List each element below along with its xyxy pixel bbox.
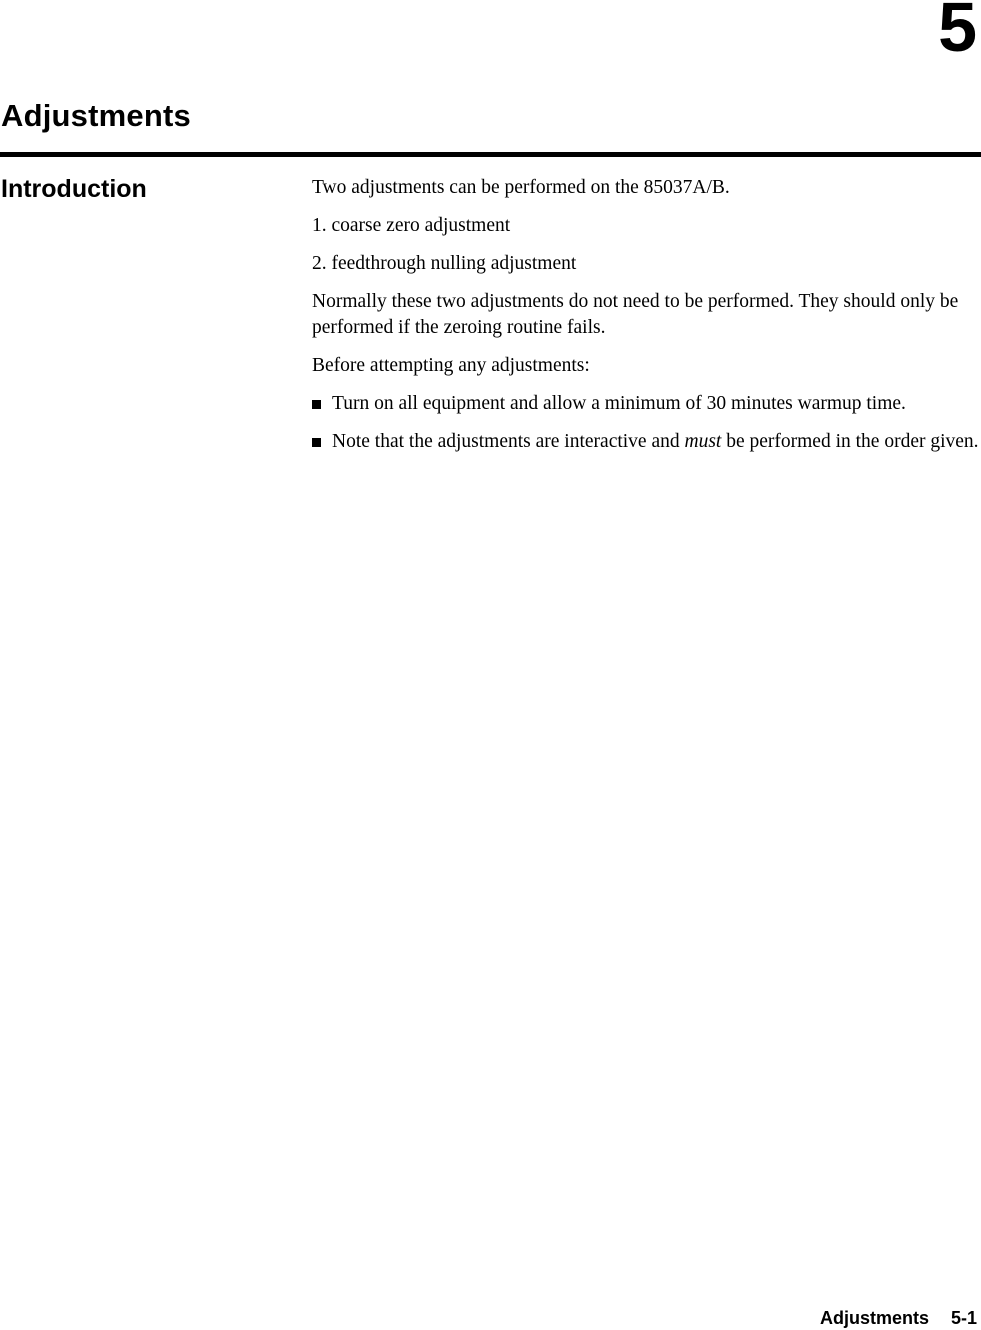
square-bullet-icon xyxy=(312,400,321,409)
intro-paragraph: Two adjustments can be performed on the 85037A/B. xyxy=(312,177,730,198)
section-body xyxy=(312,175,980,467)
page-footer xyxy=(820,1309,977,1329)
before-paragraph: Before attempting any adjustments: xyxy=(312,355,590,376)
bullet-item-order xyxy=(312,429,980,455)
title-rule xyxy=(0,152,981,157)
section-heading: Introduction xyxy=(1,175,147,203)
numbered-item-1: 1. coarse zero adjustment xyxy=(312,215,511,236)
note-paragraph: Normally these two adjustments do not need to be performed. They should only be performed if the zeroing routine fails. xyxy=(312,291,959,338)
numbered-item-2: 2. feedthrough nulling adjustment xyxy=(312,253,577,274)
bullet-item-warmup xyxy=(312,391,980,417)
footer-label: Adjustments xyxy=(819,1308,929,1328)
page-number: 5-1 xyxy=(950,1308,977,1328)
bullet-text: Turn on all equipment and allow a minimum of 30 minutes warmup time. xyxy=(332,393,906,414)
chapter-title: Adjustments xyxy=(1,98,191,133)
square-bullet-icon xyxy=(312,438,321,447)
bullet-list xyxy=(312,391,980,455)
bullet-text-before: Note that the adjustments are interactive and xyxy=(332,431,685,452)
bullet-text-after: be performed in the order given. xyxy=(721,431,979,452)
chapter-number: 5 xyxy=(938,0,977,66)
bullet-emphasis: must xyxy=(684,431,722,452)
